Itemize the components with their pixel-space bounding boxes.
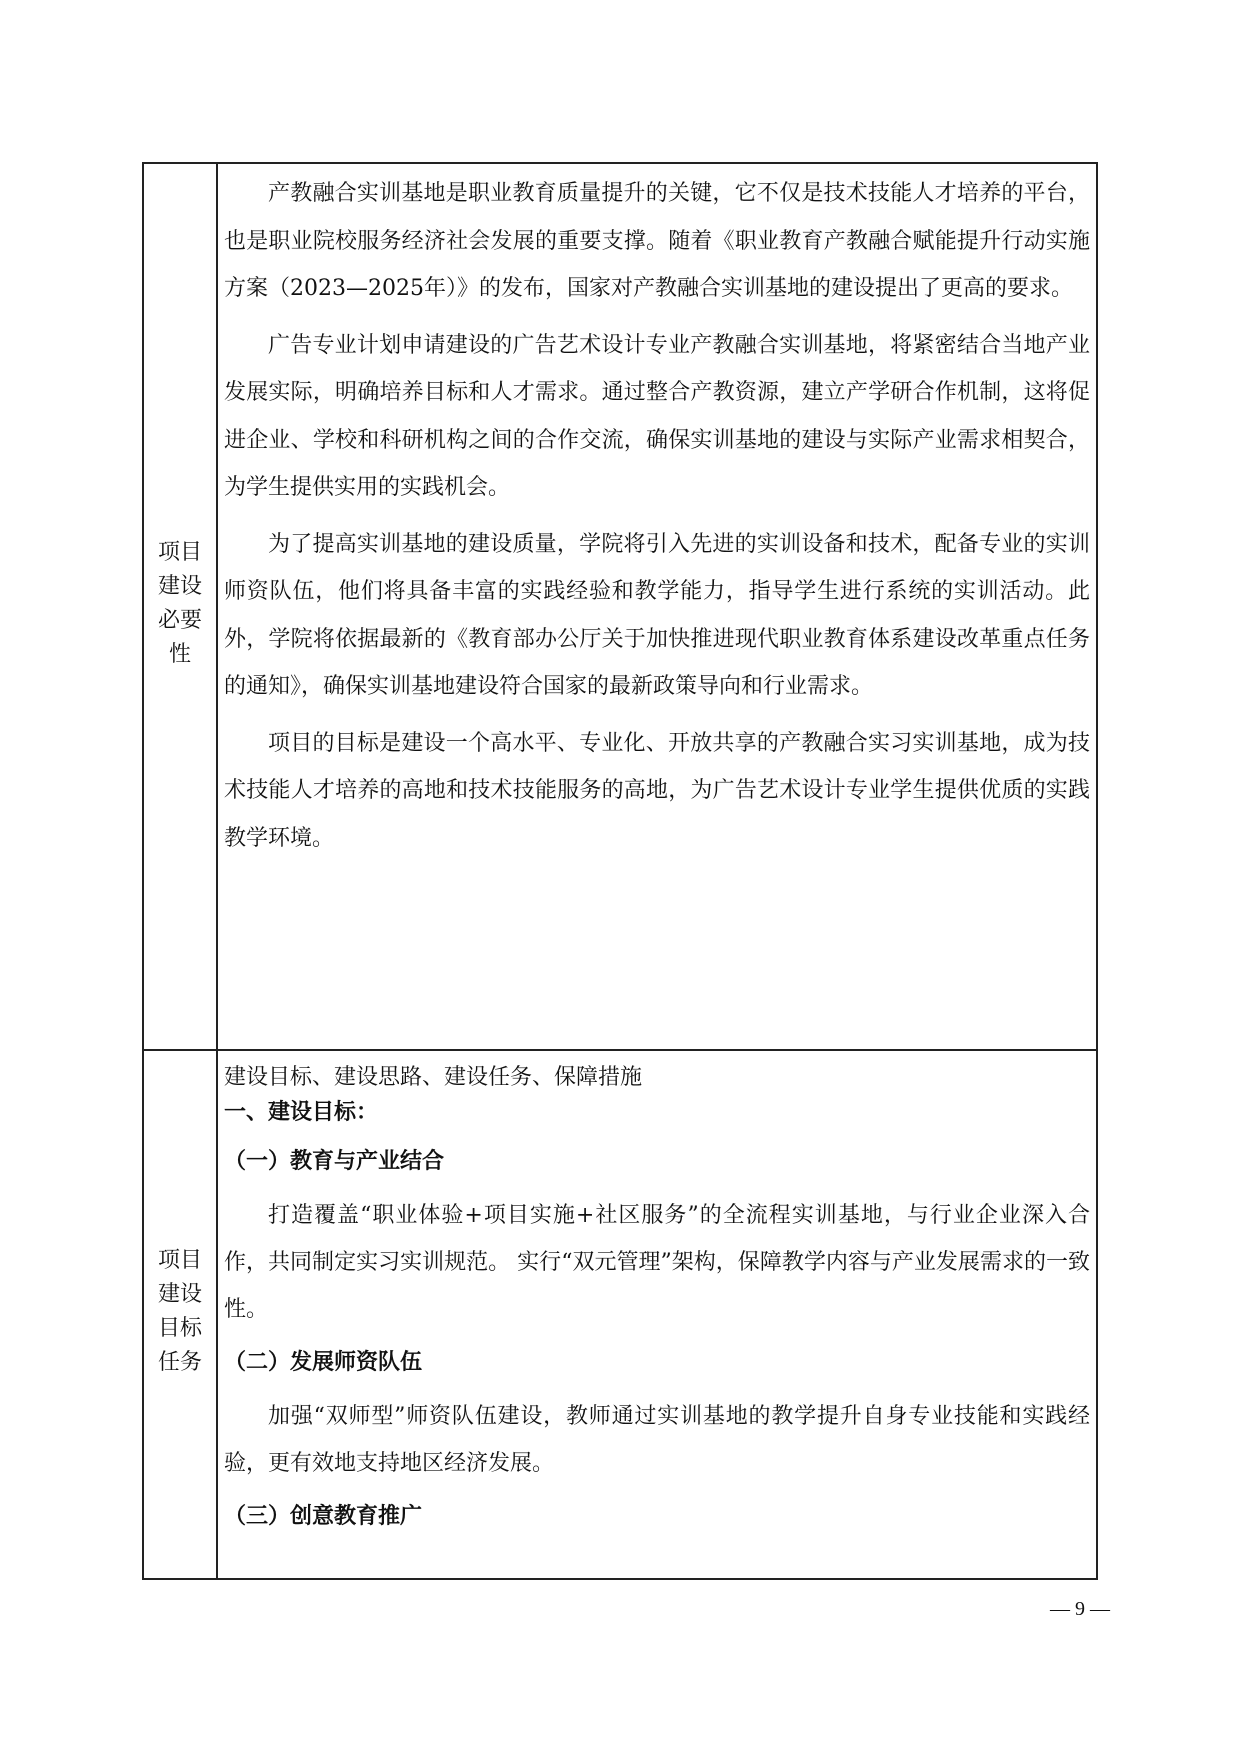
paragraph: 产教融合实训基地是职业教育质量提升的关键，它不仅是技术技能人才培养的平台，也是职业院校服务经济社会发展的重要支撑。随着《职业教育产教融合赋能提升行动实施方案（2023—2025年）》的发布，国家对产教融合实训基地的建设提出了更高的要求。 xyxy=(224,181,1090,301)
section-title: 一、建设目标： xyxy=(224,1100,379,1125)
necessity-content xyxy=(224,170,1090,871)
column-divider xyxy=(216,164,218,1578)
paragraph: 广告专业计划申请建设的广告艺术设计专业产教融合实训基地，将紧密结合当地产业发展实际，明确培养目标和人才需求。通过整合产教资源，建立产学研合作机制，这将促进企业、学校和科研机构之间的合作交流，确保实训基地的建设与实际产业需求相契合，为学生提供实用的实践机会。 xyxy=(224,332,1090,500)
goals-intro: 建设目标、建设思路、建设任务、保障措施 xyxy=(224,1065,643,1090)
subsection-title: （二）发展师资队伍 xyxy=(224,1350,423,1375)
row-label-goals-tasks: 项目 建设 目标 任务 xyxy=(157,1248,202,1375)
page-number: — 9 — xyxy=(1050,1598,1110,1620)
goals-content xyxy=(224,1062,1090,1547)
subsection-body: 打造覆盖“职业体验+项目实施+社区服务”的全流程实训基地，与行业企业深入合作，共同制定实习实训规范。 实行“双元管理”架构，保障教学内容与产业发展需求的一致性。 xyxy=(224,1203,1090,1322)
project-table xyxy=(142,162,1098,1580)
subsection-title: （三）创意教育推广 xyxy=(224,1504,423,1529)
row-divider xyxy=(144,1049,1096,1051)
paragraph: 为了提高实训基地的建设质量，学院将引入先进的实训设备和技术，配备专业的实训师资队伍，他们将具备丰富的实践经验和教学能力，指导学生进行系统的实训活动。此外，学院将依据最新的《教育部办公厅关于加快推进现代职业教育体系建设改革重点任务的通知》，确保实训基地建设符合国家的最新政策导向和行业需求。 xyxy=(224,531,1090,699)
subsection-title: （一）教育与产业结合 xyxy=(224,1149,445,1174)
row-label-necessity: 项目 建设 必要 性 xyxy=(157,540,202,667)
paragraph: 项目的目标是建设一个高水平、专业化、开放共享的产教融合实习实训基地，成为技术技能人才培养的高地和技术技能服务的高地，为广告艺术设计专业学生提供优质的实践教学环境。 xyxy=(224,730,1090,851)
subsection-body: 加强“双师型”师资队伍建设，教师通过实训基地的教学提升自身专业技能和实践经验，更有效地支持地区经济发展。 xyxy=(224,1404,1090,1476)
